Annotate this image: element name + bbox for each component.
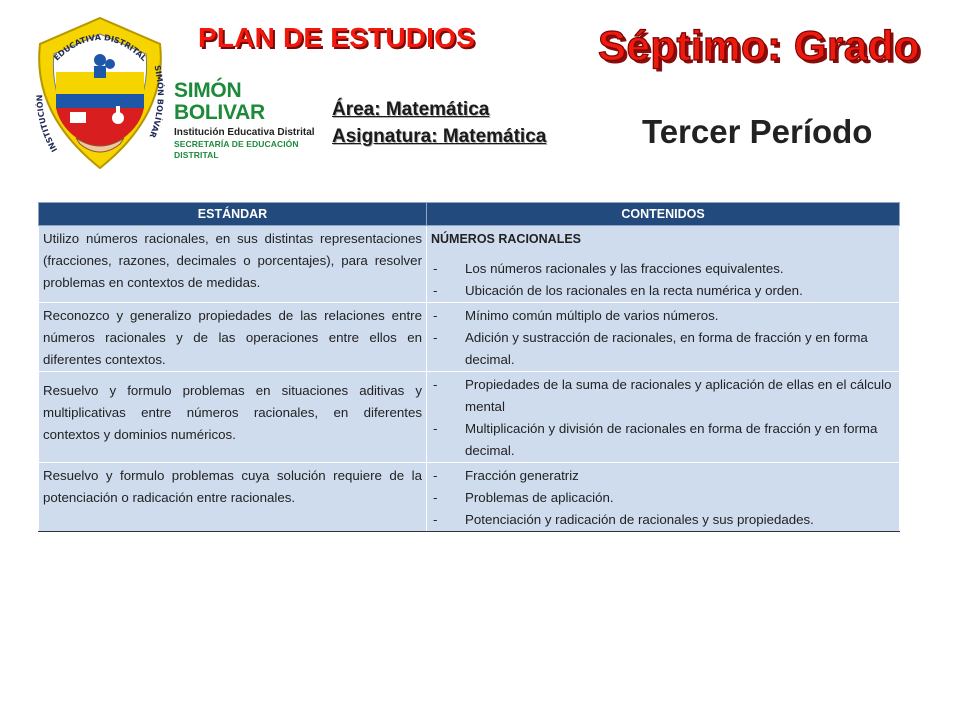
school-name: SIMÓN BOLIVAR — [174, 79, 265, 124]
period-title: Tercer Período — [642, 113, 873, 150]
contents-heading: NÚMEROS RACIONALES — [431, 232, 582, 246]
standard-cell: Reconozco y generalizo propiedades de las relaciones entre números racionales y de las operaciones entre ellos en diferentes contextos. — [39, 303, 427, 372]
subject-label: Asignatura: Matemática — [332, 126, 547, 147]
content-item: - Ubicación de los racionales en la recta numérica y orden. — [431, 280, 895, 302]
grade-title: Séptimo: Grado — [598, 22, 921, 69]
contents-cell — [427, 226, 900, 303]
header-contents: CONTENIDOS — [427, 203, 900, 226]
header-standard: ESTÁNDAR — [39, 203, 427, 226]
content-item: - Potenciación y radicación de racionales y sus propiedades. — [431, 509, 895, 531]
content-item: - Adición y sustracción de racionales, en forma de fracción y en forma decimal. — [431, 327, 895, 371]
content-item: - Multiplicación y división de racionales en forma de fracción y en forma decimal. — [431, 418, 895, 462]
curriculum-table — [38, 202, 900, 532]
content-item: - Los números racionales y las fracciones equivalentes. — [431, 258, 895, 280]
logo-caption — [174, 80, 324, 161]
plan-title: PLAN DE ESTUDIOS — [198, 22, 476, 53]
table-row — [39, 463, 900, 532]
institution-label: Institución Educativa Distrital — [174, 127, 315, 138]
table-row — [39, 372, 900, 463]
secretariat-label: SECRETARÍA DE EDUCACIÓN DISTRITAL — [174, 139, 299, 160]
standard-cell: Utilizo números racionales, en sus distintas representaciones (fracciones, razones, decimales o porcentajes), para resolver problemas en contextos de medidas. — [39, 226, 427, 303]
area-label: Área: Matemática — [332, 99, 490, 120]
table-row — [39, 303, 900, 372]
logo-ring-left: INSTITUCIÓN — [35, 94, 60, 154]
contents-cell — [427, 303, 900, 372]
logo-ring-right: SIMÓN BOLÍVAR — [147, 64, 165, 140]
content-item: - Propiedades de la suma de racionales y aplicación de ellas en el cálculo mental — [431, 374, 895, 418]
contents-cell — [427, 463, 900, 532]
contents-cell — [427, 372, 900, 463]
standard-cell: Resuelvo y formulo problemas en situaciones aditivas y multiplicativas entre números racionales, en diferentes contextos y dominios numéricos. — [39, 372, 427, 463]
content-item: - Fracción generatriz — [431, 465, 895, 487]
subject-info — [332, 96, 546, 150]
standard-cell: Resuelvo y formulo problemas cuya solución requiere de la potenciación o radicación entre racionales. — [39, 463, 427, 532]
table-header-row — [39, 203, 900, 226]
content-item: - Mínimo común múltiplo de varios números. — [431, 305, 895, 327]
table-row — [39, 226, 900, 303]
logo-ring-top: EDUCATIVA DISTRITAL — [52, 32, 149, 63]
school-shield-logo — [30, 14, 170, 172]
content-item: - Problemas de aplicación. — [431, 487, 895, 509]
